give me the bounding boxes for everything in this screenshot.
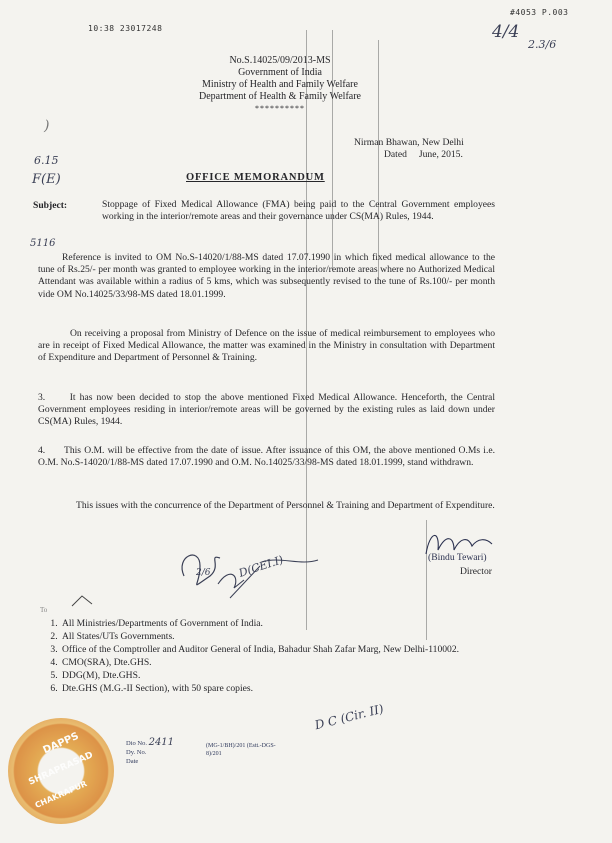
handwritten-reference-mark: 5116 <box>30 238 56 249</box>
date-line: Dated June, 2015. <box>384 149 463 160</box>
handwritten-dc-note-bottom: D C (Cir. II) <box>313 701 385 733</box>
distribution-item: 6. Dte.GHS (M.G.-II Section), with 50 spare copies. <box>60 682 503 695</box>
government-name: Government of India <box>238 67 322 78</box>
handwritten-margin-note: F(E) <box>32 172 61 187</box>
fax-header-left: 10:38 23017248 <box>88 24 163 33</box>
ministry-name: Ministry of Health and Family Welfare <box>202 79 358 90</box>
stamp-dio-label: Dio No. <box>126 740 147 747</box>
distribution-item: 5. DDG(M), Dte.GHS. <box>60 669 503 682</box>
paragraph-5: This issues with the concurrence of the Department of Personnel & Training and Department of Expenditure. <box>76 500 495 511</box>
office-seal <box>8 718 114 824</box>
signatory-name: (Bindu Tewari) <box>428 552 487 563</box>
caret-mark-icon <box>70 592 100 608</box>
stamp-ref: (MG-1/BH)/201 (Estt.-DGS-8)/201 <box>206 743 276 757</box>
signatory-designation: Director <box>460 566 492 577</box>
distribution-item: 2. All States/UTs Governments. <box>60 630 503 643</box>
subject-text: Stoppage of Fixed Medical Allowance (FMA) being paid to the Central Government employees working in the interior/remote areas and their governance under CS(MA) Rules, 1944. <box>102 199 495 223</box>
paragraph-1: Reference is invited to OM No.S-14020/1/88-MS dated 17.07.1990 in which fixed medical allowance to the tune of Rs.25/- per month was granted to employee working in the interior/remote areas where no Authorized Medical Attendant was available within a radius of 5 kms, which was subsequently revised to the tune of Rs.100/- per month vide OM No.14025/33/98-MS dated 18.01.1999. <box>38 252 495 300</box>
handwritten-initials-date: 2/6 <box>196 568 211 578</box>
handwritten-dc-note: D(CEI.I) <box>237 553 285 580</box>
paragraph-4: 4. This O.M. will be effective from the date of issue. After issuance of this OM, the above mentioned O.Ms i.e. O.M. No.S-14020/1/88-MS dated 17.07.1990 and O.M. No.14025/33/98-MS dated 18.01.1999, stand withdrawn. <box>38 445 498 469</box>
stamp-handwritten-number: 2411 <box>148 737 175 748</box>
seal-text-bottom: CHAKRAPUR <box>33 779 89 810</box>
stamp-date-label: Date <box>126 758 139 765</box>
subject-label: Subject: <box>33 200 68 211</box>
handwritten-page-number: 4/4 <box>492 22 520 42</box>
distribution-item: 4. CMO(SRA), Dte.GHS. <box>60 656 503 669</box>
margin-mark-paren: ) <box>44 118 50 134</box>
fax-header-right: #4053 P.003 <box>510 8 569 17</box>
department-name: Department of Health & Family Welfare <box>198 91 361 102</box>
handwritten-date-top: 2.3/6 <box>528 38 557 51</box>
paragraph-3: 3. It has now been decided to stop the above mentioned Fixed Medical Allowance. Henceforth, the Central Government employees residing in interior/remote areas will be governed by the existing rules as laid down under CS(MA) Rules, 1944. <box>38 392 498 428</box>
stamp-dy-label: Dy. No. <box>126 749 147 756</box>
seal-text-top: DAPPS <box>41 730 81 757</box>
header-stars: ********** <box>255 104 305 113</box>
letter-header <box>160 55 400 115</box>
receipt-stamp <box>126 738 174 766</box>
distribution-list <box>38 617 503 695</box>
distribution-item: 1. All Ministries/Departments of Government of India. <box>60 617 503 630</box>
handwritten-margin-date: 6.15 <box>34 154 59 167</box>
distribution-item: 3. Office of the Comptroller and Auditor General of India, Bahadur Shah Zafar Marg, New Delhi-110002. <box>60 643 503 656</box>
memo-title: OFFICE MEMORANDUM <box>186 172 325 183</box>
place: Nirman Bhawan, New Delhi <box>354 137 464 148</box>
file-number: No.S.14025/09/2013-MS <box>229 55 331 66</box>
paragraph-2: On receiving a proposal from Ministry of Defence on the issue of medical reimbursement to employees who are in receipt of Fixed Medical Allowance, the matter was examined in the Ministry in consultation with Department of Expenditure and Department of Personnel & Training. <box>38 328 495 364</box>
seal-text-middle: SHRAPRASAD <box>27 750 95 788</box>
to-label: To <box>40 606 48 614</box>
